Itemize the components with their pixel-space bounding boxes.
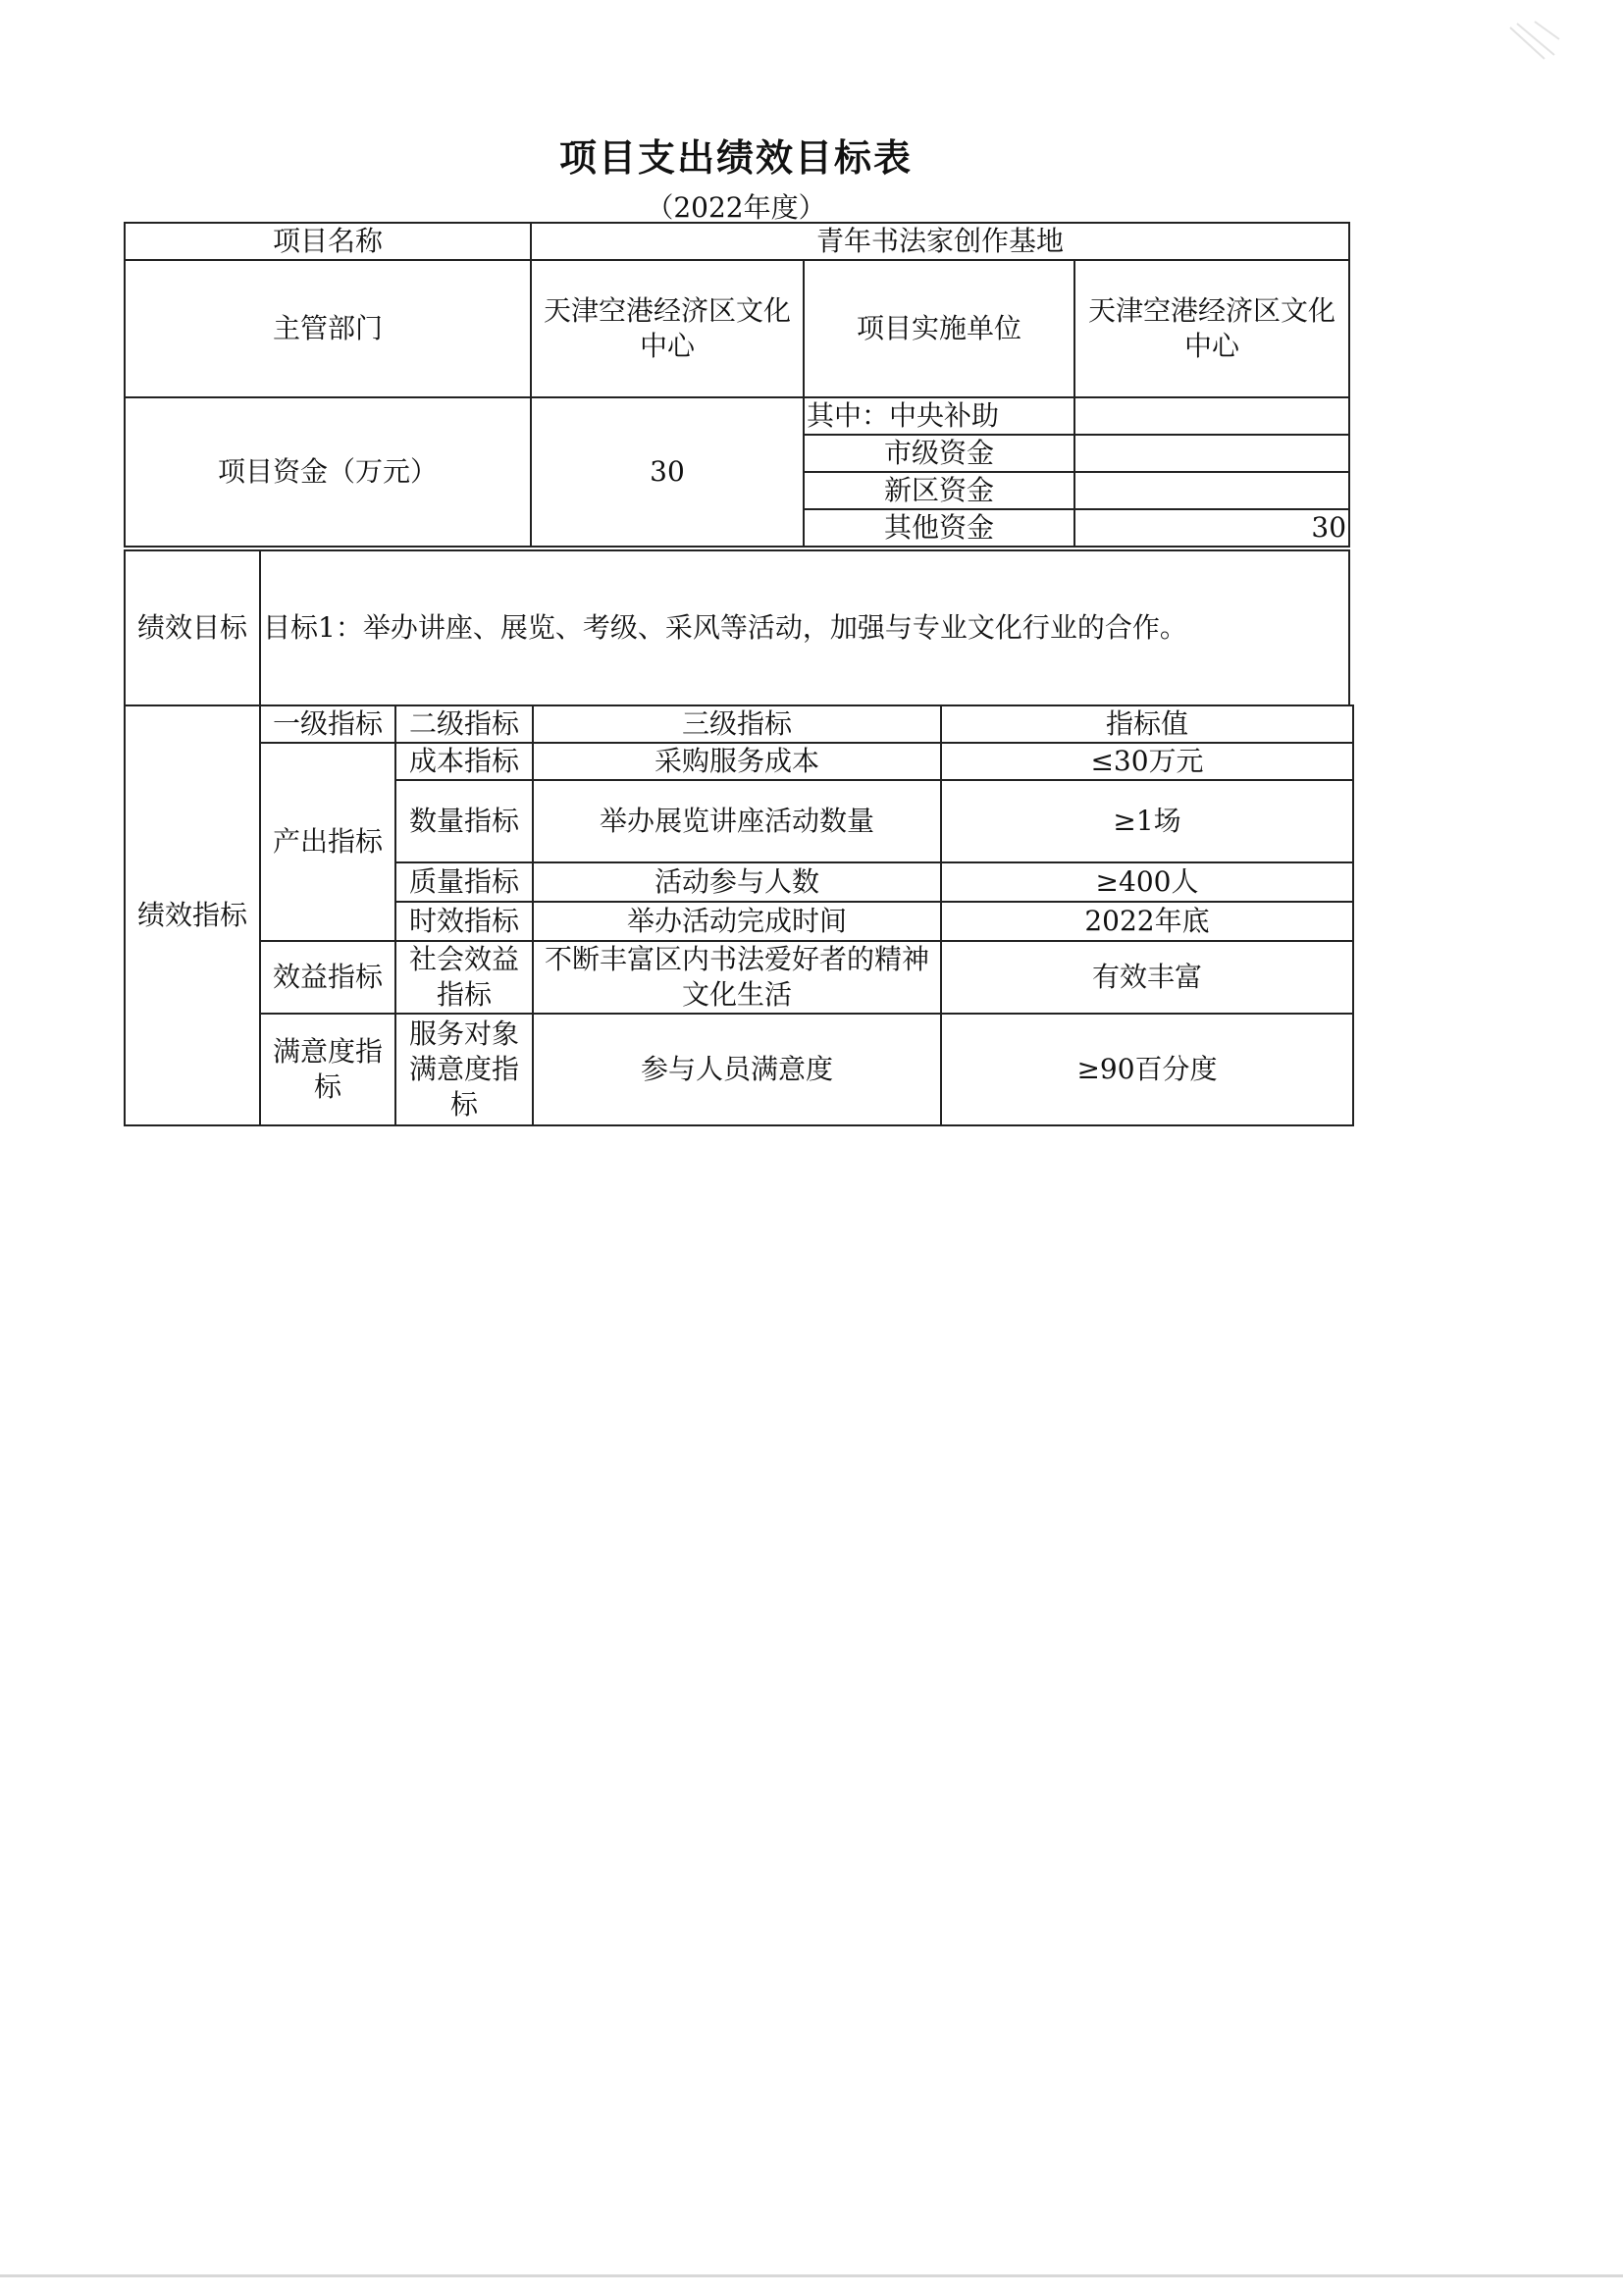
header-level1: 一级指标 [260, 705, 395, 743]
funds-other-value: 30 [1074, 509, 1349, 547]
row-quantity-value: ≥1场 [941, 780, 1353, 862]
row-social-value: 有效丰富 [941, 941, 1353, 1014]
performance-goal-table [124, 549, 1350, 706]
header-level3: 三级指标 [533, 705, 941, 743]
scan-smudge-icon [1505, 20, 1564, 69]
output-indicator-label: 产出指标 [260, 743, 395, 941]
dept-value: 天津空港经济区文化中心 [531, 260, 804, 397]
goal-text: 目标1：举办讲座、展览、考级、采风等活动，加强与专业文化行业的合作。 [260, 550, 1349, 705]
document-title: 项目支出绩效目标表 [558, 136, 913, 180]
benefit-indicator-label: 效益指标 [260, 941, 395, 1014]
goal-label: 绩效目标 [125, 550, 260, 705]
funds-city-label: 市级资金 [804, 435, 1074, 472]
dept-label: 主管部门 [125, 260, 531, 397]
row-quality-value: ≥400人 [941, 862, 1353, 902]
row-social-level2: 社会效益指标 [395, 941, 533, 1014]
row-satisfaction-value: ≥90百分度 [941, 1014, 1353, 1125]
funds-total: 30 [531, 397, 804, 547]
header-level2: 二级指标 [395, 705, 533, 743]
funds-central-value [1074, 397, 1349, 435]
row-quantity-level3: 举办展览讲座活动数量 [533, 780, 941, 862]
impl-unit-value: 天津空港经济区文化中心 [1074, 260, 1349, 397]
row-timeliness-value: 2022年底 [941, 902, 1353, 941]
impl-unit-label: 项目实施单位 [804, 260, 1074, 397]
row-quantity-level2: 数量指标 [395, 780, 533, 862]
funds-central-label: 其中：中央补助 [804, 397, 1074, 435]
funds-other-label: 其他资金 [804, 509, 1074, 547]
project-name-label: 项目名称 [125, 223, 531, 260]
row-quality-level3: 活动参与人数 [533, 862, 941, 902]
row-satisfaction-level2: 服务对象满意度指标 [395, 1014, 533, 1125]
row-cost-level2: 成本指标 [395, 743, 533, 780]
document-subtitle: （2022年度） [646, 191, 826, 224]
row-cost-value: ≤30万元 [941, 743, 1353, 780]
row-satisfaction-level3: 参与人员满意度 [533, 1014, 941, 1125]
row-timeliness-level2: 时效指标 [395, 902, 533, 941]
scan-bottom-edge [0, 2274, 1623, 2277]
row-quality-level2: 质量指标 [395, 862, 533, 902]
row-social-level3: 不断丰富区内书法爱好者的精神文化生活 [533, 941, 941, 1014]
funds-city-value [1074, 435, 1349, 472]
indicators-label: 绩效指标 [125, 705, 260, 1125]
header-value: 指标值 [941, 705, 1353, 743]
row-timeliness-level3: 举办活动完成时间 [533, 902, 941, 941]
project-name-value: 青年书法家创作基地 [531, 223, 1349, 260]
indicators-table [124, 704, 1354, 1126]
funds-district-label: 新区资金 [804, 472, 1074, 509]
satisfaction-indicator-label: 满意度指标 [260, 1014, 395, 1125]
row-cost-level3: 采购服务成本 [533, 743, 941, 780]
funds-district-value [1074, 472, 1349, 509]
funds-label: 项目资金（万元） [125, 397, 531, 547]
project-info-table [124, 222, 1350, 548]
